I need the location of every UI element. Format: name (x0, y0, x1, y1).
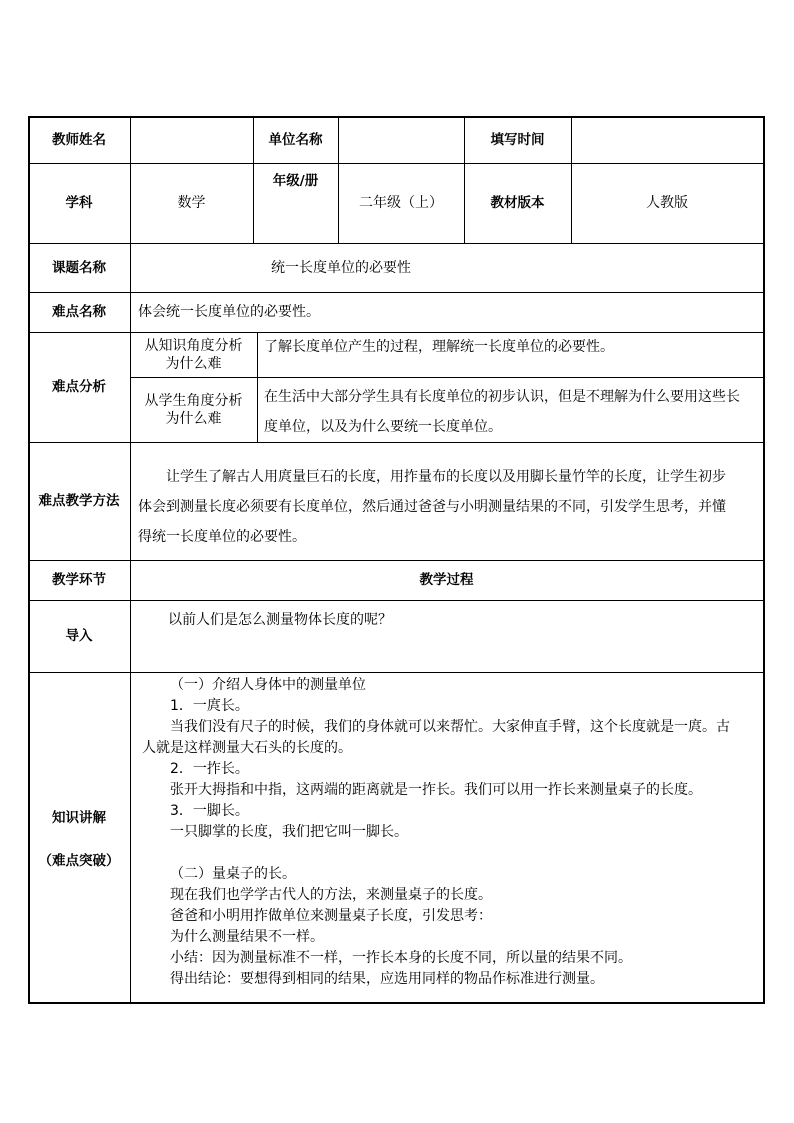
lesson-plan-table (28, 116, 765, 1004)
rule (257, 332, 258, 442)
topic-value: 统一长度单位的必要性 (271, 259, 411, 276)
knowledge-line: 为什么测量结果不一样。 (170, 929, 324, 945)
blank-line (142, 843, 762, 864)
knowledge-line: （一）介绍人身体中的测量单位 (170, 677, 366, 693)
knowledge-angle-label (130, 332, 257, 377)
grade-label: 年级/册 (272, 173, 319, 189)
knowledge-line: 张开大拇指和中指，这两端的距离就是一拃长。我们可以用一拃长来测量桌子的长度。 (170, 782, 702, 798)
knowledge-sublabel: （难点突破） (38, 853, 120, 869)
topic-label: 课题名称 (52, 259, 106, 276)
knowledge-angle-line2: 为什么难 (165, 355, 222, 372)
student-angle-label (130, 377, 257, 442)
rule (28, 1002, 765, 1004)
subject-value: 数学 (177, 195, 206, 211)
knowledge-line: 小结：因为测量标准不一样，一拃长本身的长度不同，所以量的结果不同。 (170, 950, 632, 966)
student-angle-value-line2: 度单位，以及为什么要统一长度单位。 (264, 419, 502, 435)
stage-header: 教学环节 (52, 572, 106, 588)
method-text (138, 462, 763, 552)
knowledge-line: 现在我们也学学古代人的方法，来测量桌子的长度。 (170, 887, 492, 903)
unit-name-label: 单位名称 (268, 131, 323, 148)
knowledge-angle-value: 了解长度单位产生的过程，理解统一长度单位的必要性。 (264, 339, 614, 355)
intro-label: 导入 (65, 628, 93, 644)
edition-label: 教材版本 (490, 195, 545, 211)
method-line3: 得统一长度单位的必要性。 (138, 529, 306, 545)
knowledge-line: 爸爸和小明用拃做单位来测量桌子长度，引发思考： (170, 908, 492, 924)
knowledge-line: 2．一拃长。 (170, 761, 249, 777)
knowledge-line: （二）量桌子的长。 (170, 866, 296, 882)
knowledge-line: 人就是这样测量大石头的长度的。 (142, 740, 352, 756)
intro-text: 以前人们是怎么测量物体长度的呢？ (168, 612, 392, 628)
method-line2: 体会到测量长度必须要有长度单位，然后通过爸爸与小明测量结果的不同，引发学生思考，并懂 (138, 499, 726, 515)
student-angle-value-line1: 在生活中大部分学生具有长度单位的初步认识，但是不理解为什么要用这些长 (264, 389, 740, 405)
process-header: 教学过程 (419, 572, 474, 588)
unit-name-value[interactable] (338, 116, 464, 163)
student-angle-line2: 为什么难 (165, 410, 222, 427)
knowledge-line: 3．一脚长。 (170, 803, 249, 819)
knowledge-line: 一只脚掌的长度，我们把它叫一脚长。 (170, 824, 408, 840)
knowledge-line: 1．一庹长。 (170, 698, 249, 714)
knowledge-text (142, 675, 762, 990)
analysis-label: 难点分析 (52, 379, 106, 395)
difficulty-label: 难点名称 (52, 304, 106, 320)
rule (763, 116, 765, 1004)
rule (28, 442, 765, 443)
subject-label: 学科 (65, 195, 93, 211)
fill-time-label: 填写时间 (490, 131, 545, 148)
knowledge-angle-line1: 从知识角度分析 (144, 337, 243, 354)
edition-value: 人教版 (646, 195, 688, 211)
fill-time-value[interactable] (571, 116, 763, 163)
student-angle-line1: 从学生角度分析 (144, 392, 243, 409)
knowledge-label: 知识讲解 (52, 810, 106, 826)
knowledge-line: 得出结论：要想得到相同的结果，应选用同样的物品作标准进行测量。 (170, 971, 604, 987)
knowledge-line: 当我们没有尺子的时候，我们的身体就可以来帮忙。大家伸直手臂，这个长度就是一庹。古 (170, 719, 730, 735)
teacher-name-value[interactable] (130, 116, 253, 163)
method-line1: 让学生了解古人用庹量巨石的长度，用拃量布的长度以及用脚长量竹竿的长度，让学生初步 (166, 469, 726, 485)
rule (28, 672, 765, 673)
teacher-name-label: 教师姓名 (52, 131, 106, 148)
student-angle-value (264, 382, 762, 442)
grade-value: 二年级（上） (359, 195, 443, 211)
difficulty-value: 体会统一长度单位的必要性。 (138, 304, 320, 320)
method-label: 难点教学方法 (38, 493, 120, 509)
